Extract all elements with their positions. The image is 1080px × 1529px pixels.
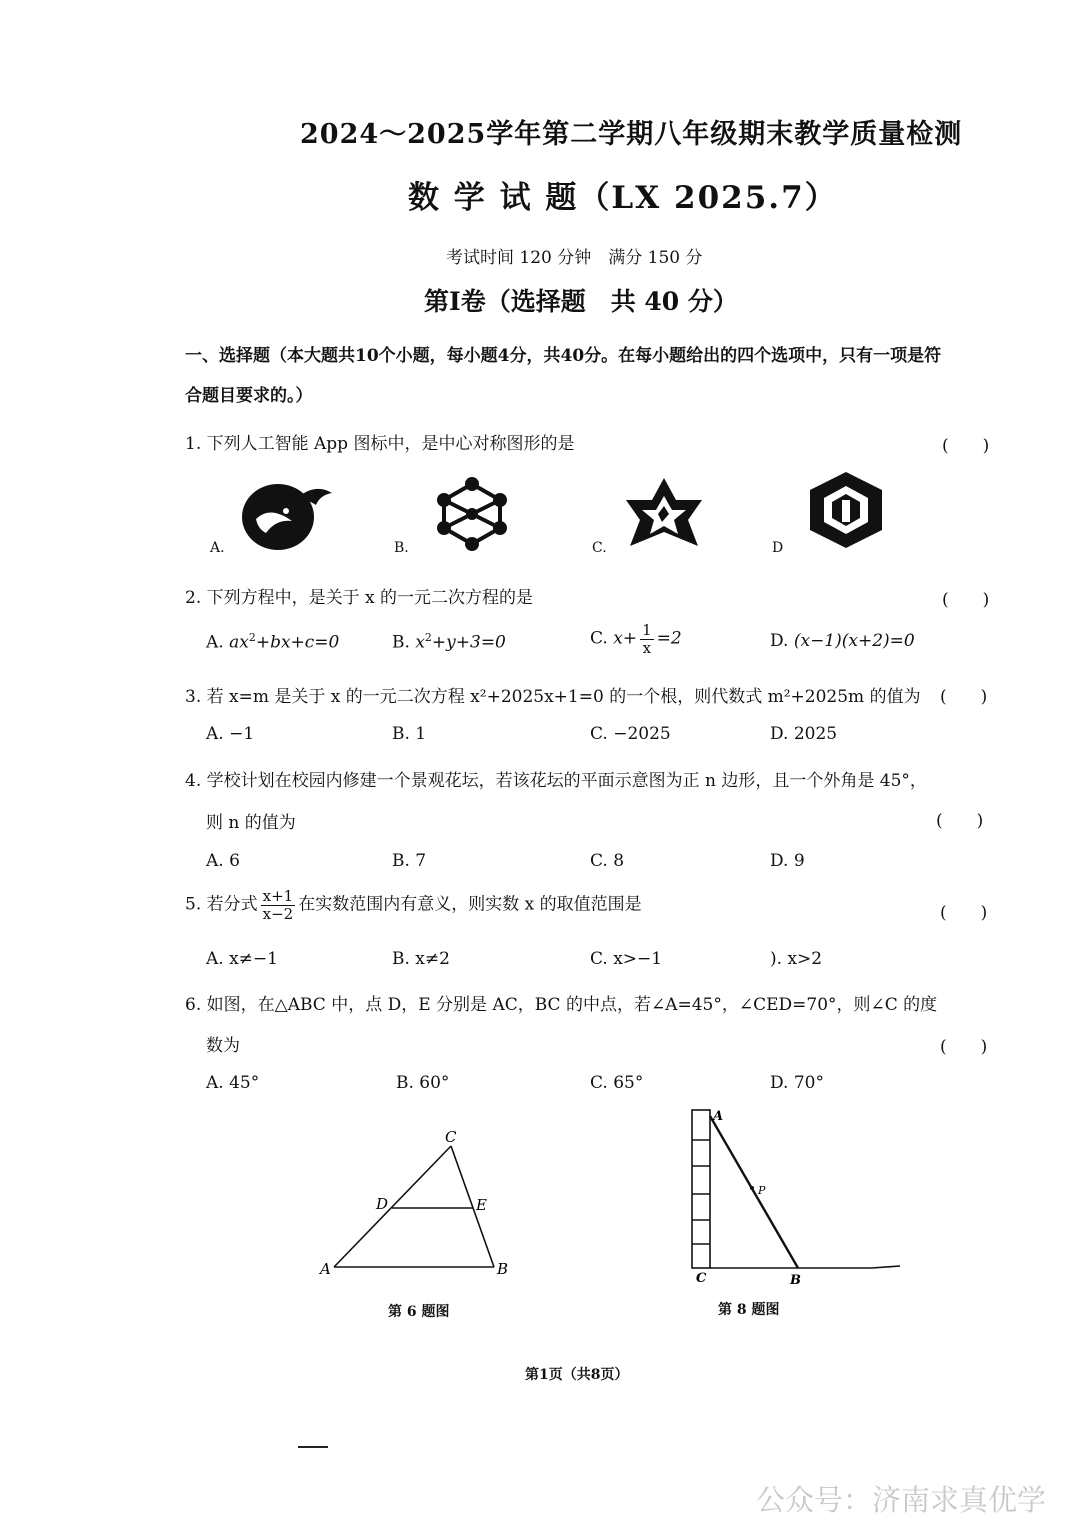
figure-8-caption: 第 8 题图 [718,1302,780,1318]
stray-mark [298,1446,328,1448]
q5-option-c: C. x>−1 [590,949,663,969]
q4-stem-cont: 则 n 的值为 [206,813,296,833]
q6-answer-paren: ( ) [940,1037,988,1057]
q5-stem-pre: 5. 若分式 [185,894,258,915]
q6-option-c: C. 65° [590,1073,644,1093]
q1-option-b: B. [394,540,409,556]
q2-option-c-rest: =2 [656,628,682,649]
q6-stem: 6. 如图，在△ABC 中，点 D，E 分别是 AC，BC 的中点，若∠A=45°，∠CED=70°，则∠C 的度 [185,995,938,1015]
exam-info: 考试时间 120 分钟 满分 150 分 [446,248,703,268]
q3-option-d: D. 2025 [770,724,838,744]
q2-option-b-term1: x [415,632,425,653]
q1-option-d: D [772,540,784,556]
q6-stem-cont: 数为 [206,1036,240,1056]
page-footer: 第1页（共8页） [525,1367,629,1383]
q4-option-c: C. 8 [590,851,625,871]
label-a: A [320,1260,331,1278]
label-p: P [758,1184,766,1197]
whale-icon [236,475,336,555]
watermark: 公众号：济南求真优学 [755,1483,1046,1517]
q2-option-c-denominator: x [642,638,652,657]
volume-heading: 第Ⅰ卷（选择题 共 40 分） [424,287,738,316]
label-e: E [476,1196,487,1214]
q6-option-d: D. 70° [770,1073,824,1093]
q3-answer-paren: ( ) [940,687,988,707]
q3-option-c: C. −2025 [590,724,671,744]
ladder-ab [710,1116,798,1268]
q1-option-c: C. [592,540,607,556]
q2-option-c-numerator: 1 [642,621,652,639]
q2-option-c [590,622,682,656]
label-c: C [445,1128,457,1146]
q5-stem-post: 在实数范围内有意义，则实数 x 的取值范围是 [298,894,642,915]
q2-option-d [770,631,915,651]
q5-fraction-numerator: x+1 [262,887,294,905]
label-b: B [497,1260,509,1278]
q5-option-a: A. x≠−1 [206,949,278,969]
q5-stem [185,888,642,922]
q5-fraction-denominator: x−2 [262,904,294,923]
label-c: C [696,1271,707,1286]
q2-option-a-term1: ax [229,632,249,653]
q4-option-b: B. 7 [392,851,427,871]
q2-option-c-fraction [640,622,654,656]
exam-subtitle: 数 学 试 题（LX 2025.7） [408,180,838,216]
q3-stem: 3. 若 x=m 是关于 x 的一元二次方程 x²+2025x+1=0 的一个根，则代数式 m²+2025m 的值为 [185,687,921,707]
q2-option-a-rest: +bx+c=0 [255,632,340,653]
figure-6-triangle [316,1124,516,1284]
q2-option-c-label: C. [590,628,608,649]
hexagon-cube-icon [808,470,884,550]
q6-option-b: B. 60° [396,1073,450,1093]
q1-stem: 1. 下列人工智能 App 图标中，是中心对称图形的是 [185,434,575,454]
q2-option-b-rest: +y+3=0 [431,632,506,653]
point-p [750,1186,754,1190]
figure-6-caption: 第 6 题图 [388,1304,450,1320]
section-instructions-line1: 一、选择题（本大题共10个小题，每小题4分，共40分。在每小题给出的四个选项中，只有一项是符 [185,346,942,366]
q4-option-a: A. 6 [206,851,240,871]
q1-answer-paren: ( ) [942,436,990,456]
q2-option-b-label: B. [392,632,410,653]
q2-option-d-expr: (x−1)(x+2)=0 [793,631,915,651]
q2-option-a [206,631,339,653]
q5-option-b: B. x≠2 [392,949,450,969]
q2-option-b-exp: 2 [424,631,432,644]
star-knot-icon [622,474,706,552]
exam-title: 2024～2025学年第二学期八年级期末教学质量检测 [300,119,963,150]
q1-option-a: A. [210,540,225,556]
q2-option-a-exp: 2 [248,631,256,644]
q2-answer-paren: ( ) [942,590,990,610]
label-d: D [376,1195,389,1213]
label-a: A [713,1109,724,1124]
q5-option-d: ). x>2 [770,949,823,969]
q5-answer-paren: ( ) [940,903,988,923]
q4-stem: 4. 学校计划在校园内修建一个景观花坛，若该花坛的平面示意图为正 n 边形，且一个外角是 45°， [185,771,927,791]
q4-answer-paren: ( ) [936,811,984,831]
q5-fraction [261,888,296,922]
q2-stem: 2. 下列方程中，是关于 x 的一元二次方程的是 [185,588,534,608]
q2-option-a-label: A. [206,632,224,653]
segment-bc [451,1146,494,1267]
label-b: B [790,1273,801,1288]
q3-option-a: A. −1 [206,724,255,744]
q2-option-d-label: D. [770,631,789,651]
segment-ac [334,1146,451,1267]
q4-option-d: D. 9 [770,851,805,871]
q3-option-b: B. 1 [392,724,427,744]
figure-8-ladder [686,1104,906,1288]
q6-option-a: A. 45° [206,1073,260,1093]
q2-option-b [392,631,506,653]
section-instructions-line2: 合题目要求的。） [185,386,313,406]
hexagon-network-icon [434,476,510,552]
q2-option-c-term1: x+ [613,628,638,649]
